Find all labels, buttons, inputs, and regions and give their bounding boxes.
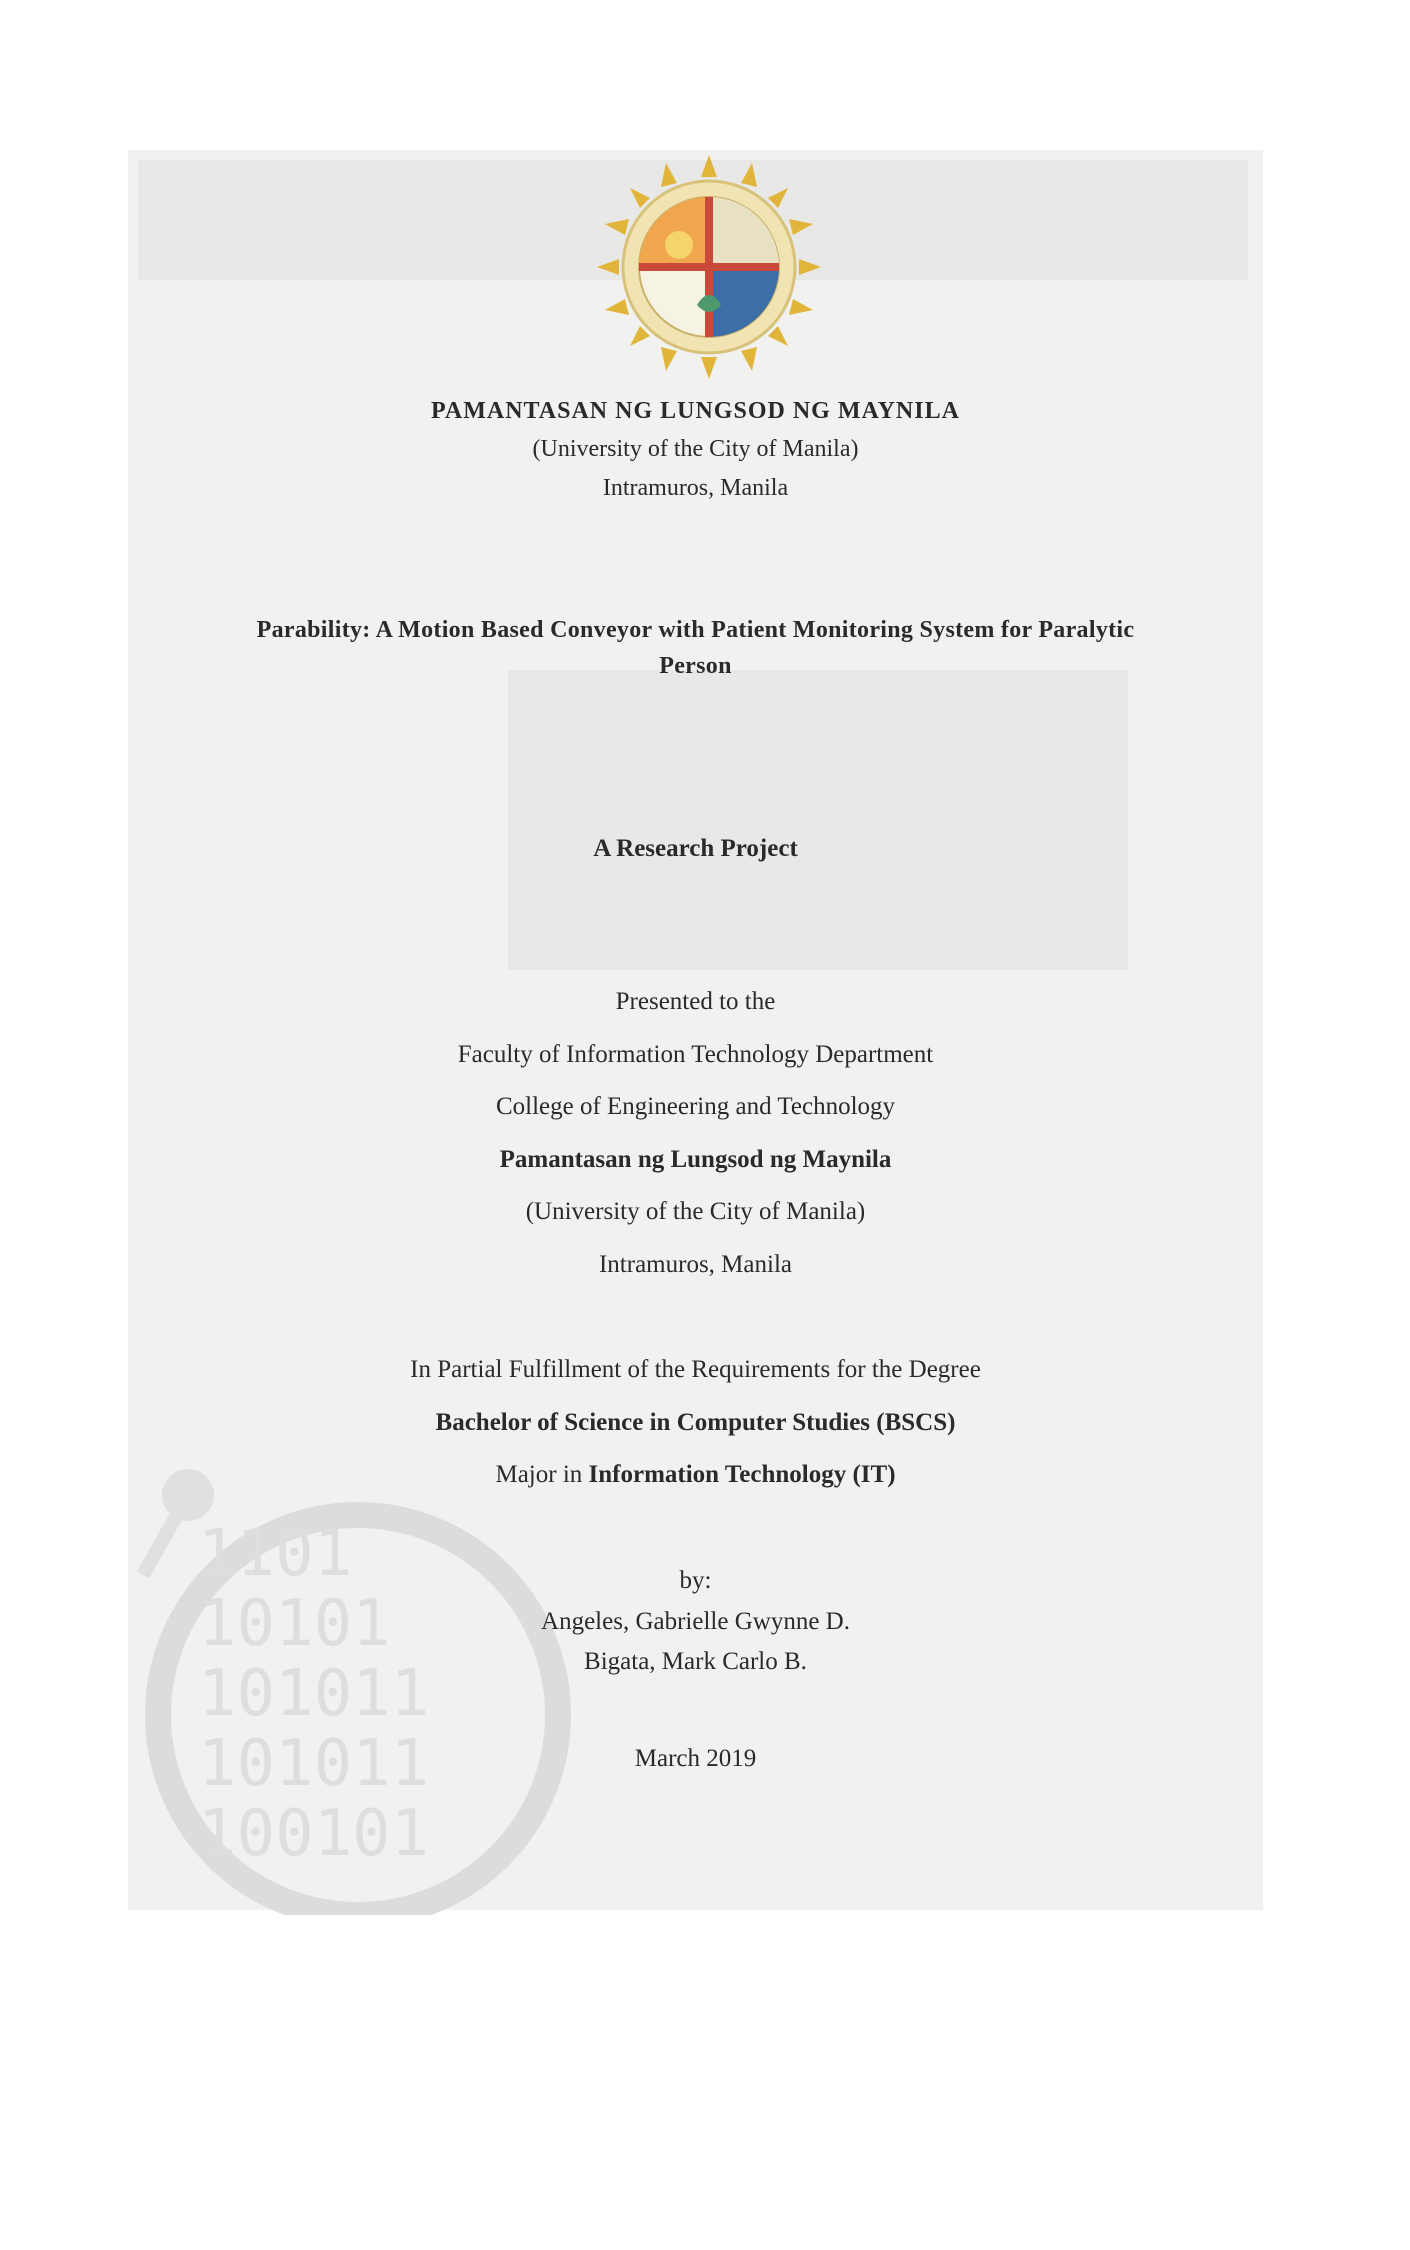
research-title-line-2: Person [659,653,732,679]
watermark-digit: 101011 [198,1727,430,1801]
watermark-digit: 10101 [198,1587,391,1661]
university-location: Intramuros, Manila [602,475,789,501]
major-prefix: Major in [495,1461,583,1488]
university-english-secondary: (University of the City of Manila) [525,1198,866,1225]
by-label: by: [679,1567,712,1594]
watermark-digit: 101011 [198,1657,430,1731]
degree-name: Bachelor of Science in Computer Studies (BSCS) [435,1409,956,1436]
university-name: PAMANTASAN NG LUNGSOD NG MAYNILA [431,398,960,424]
university-english-name: (University of the City of Manila) [532,436,859,462]
university-seal-icon [597,155,821,379]
research-title-line-1: Parability: A Motion Based Conveyor with Patient Monitoring System for Paralytic [256,617,1135,643]
watermark-digit: 100101 [198,1797,430,1871]
major-name: Information Technology (IT) [588,1461,896,1488]
university-name-secondary: Pamantasan ng Lungsod ng Maynila [499,1146,892,1173]
bleed-through-shadow [508,670,1128,970]
location-secondary: Intramuros, Manila [598,1251,792,1278]
presented-to: Presented to the [615,988,776,1015]
submission-date: March 2019 [634,1745,757,1772]
project-type: A Research Project [593,835,798,862]
faculty-name: Faculty of Information Technology Department [457,1041,934,1068]
college-name: College of Engineering and Technology [495,1093,896,1120]
major-line [128,1461,1263,1489]
watermark-digit: 1101 [198,1517,353,1591]
fulfillment-statement: In Partial Fulfillment of the Requirements for the Degree [410,1356,981,1383]
author-name: Angeles, Gabrielle Gwynne D. [541,1608,850,1635]
author-name: Bigata, Mark Carlo B. [584,1648,807,1675]
